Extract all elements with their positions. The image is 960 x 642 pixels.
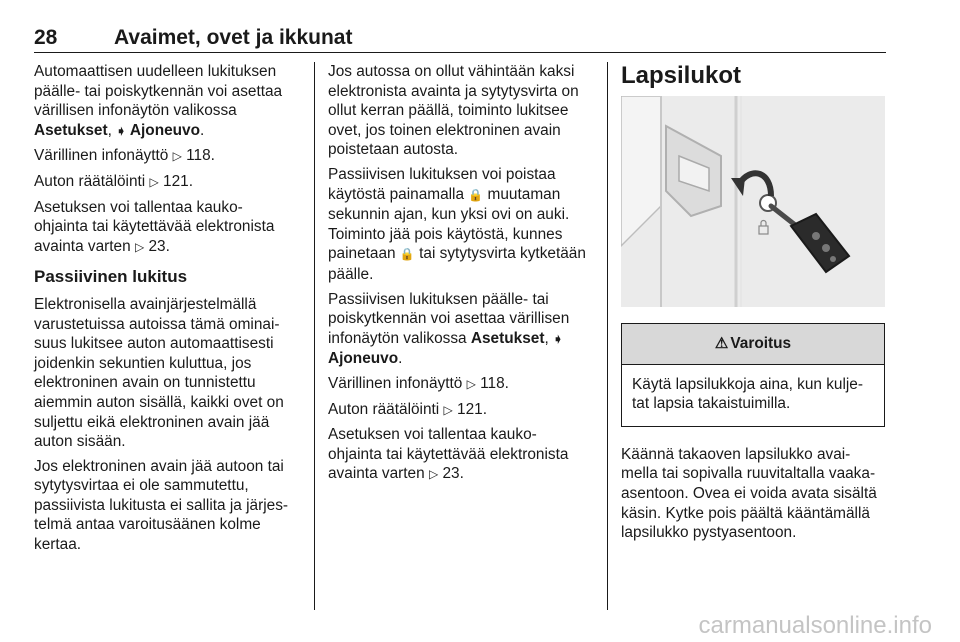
page-reference: Auton räätälöinti ▷ 121. bbox=[328, 400, 487, 418]
column-1 bbox=[34, 62, 306, 560]
child-lock-illustration bbox=[621, 96, 885, 307]
reference-arrow-icon: ▷ bbox=[172, 149, 182, 164]
warning-box bbox=[621, 323, 885, 427]
paragraph: Jos elektroninen avain jää autoon tai sytytysvirtaa ei ole sammutettu, passiivista lukitusta ei sallita ja järjes- telmä antaa varoitusäänen kolme kertaa. bbox=[34, 457, 289, 554]
paragraph: Passiivisen lukituksen voi poistaa käytöstä painamalla 🔒 muutaman sekunnin ajan, kun yksi ovi on auki. Toiminto jää pois käytöstä, kunnes painetaan 🔒 tai sytytysvirta kytketään päälle. bbox=[328, 165, 586, 283]
child-lock-figure-icon bbox=[621, 96, 885, 307]
page-reference: Auton räätälöinti ▷ 121. bbox=[34, 172, 193, 190]
lock-button-icon: 🔒 bbox=[399, 247, 415, 262]
menu-vehicle: Ajoneuvo bbox=[126, 121, 201, 139]
section-heading: Passiivinen lukitus bbox=[34, 267, 188, 287]
section-heading: Lapsilukot bbox=[621, 62, 742, 89]
warning-header bbox=[622, 324, 884, 365]
chapter-title: Avaimet, ovet ja ikkunat bbox=[114, 26, 353, 49]
page-header bbox=[34, 26, 886, 53]
paragraph: Elektronisella avainjärjestelmällä varustetuissa autoissa tämä ominai- suus lukitsee auton automaattisesti joidenkin sekuntien kuluttua, jos elektroninen avain on tunnistettu aiemmin auton sisällä, kaikki ovet on suljettu eikä elektroninen avain jää auton sisään. bbox=[34, 295, 284, 451]
paragraph: Asetuksen voi tallentaa kauko- ohjainta tai käytettävää elektronista avainta varten ▷ 23. bbox=[34, 198, 275, 255]
menu-vehicle: Ajoneuvo bbox=[328, 350, 399, 368]
lock-button-icon: 🔒 bbox=[468, 187, 484, 202]
paragraph: Käännä takaoven lapsilukko avai- mella tai sopivalla ruuvitaltalla vaaka- asentoon. Ovea ei voida avata sisältä käsin. Kytke pois päältä kääntämällä lapsilukko pystyasentoon. bbox=[621, 445, 877, 542]
menu-settings: Asetukset bbox=[34, 121, 108, 139]
watermark: carmanualsonline.info bbox=[698, 612, 932, 639]
page-reference: Värillinen infonäyttö ▷ 118. bbox=[328, 374, 509, 392]
column-2 bbox=[328, 62, 594, 490]
reference-arrow-icon: ▷ bbox=[134, 239, 145, 254]
warning-icon: ⚠ bbox=[714, 334, 729, 352]
column-3 bbox=[621, 62, 887, 548]
column-divider bbox=[314, 62, 315, 610]
page-reference: Värillinen infonäyttö ▷ 118. bbox=[34, 147, 215, 165]
column-divider bbox=[607, 62, 608, 610]
reference-arrow-icon: ▷ bbox=[466, 376, 476, 391]
paragraph: Automaattisen uudelleen lukituksen päälle- tai poiskytkennän voi asettaa värillisen infonäytön valikossa Asetukset, ➧ Ajoneuvo. bbox=[34, 63, 283, 139]
reference-arrow-icon: ▷ bbox=[443, 402, 453, 417]
warning-text: Käytä lapsilukkoja aina, kun kulje- tat lapsia takaistuimilla. bbox=[632, 375, 863, 413]
reference-arrow-icon: ▷ bbox=[428, 467, 439, 482]
warning-title: Varoitus bbox=[730, 334, 792, 352]
menu-arrow-icon: ➧ bbox=[553, 331, 564, 346]
reference-arrow-icon: ▷ bbox=[149, 174, 159, 189]
paragraph: Asetuksen voi tallentaa kauko- ohjainta tai käytettävää elektronista avainta varten ▷ 23. bbox=[328, 426, 569, 483]
paragraph: Jos autossa on ollut vähintään kaksi elektronista avainta ja sytytysvirta on ollut kerran päällä, toiminto lukitsee ovet, jos toinen elektroninen avain poistetaan autosta. bbox=[328, 63, 579, 159]
paragraph: Passiivisen lukituksen päälle- tai poiskytkennän voi asettaa värillisen infonäytön valikossa Asetukset, ➧ Ajoneuvo. bbox=[328, 290, 570, 368]
menu-arrow-icon: ➧ bbox=[116, 123, 127, 138]
menu-settings: Asetukset bbox=[470, 329, 545, 347]
page-number: 28 bbox=[34, 26, 58, 49]
